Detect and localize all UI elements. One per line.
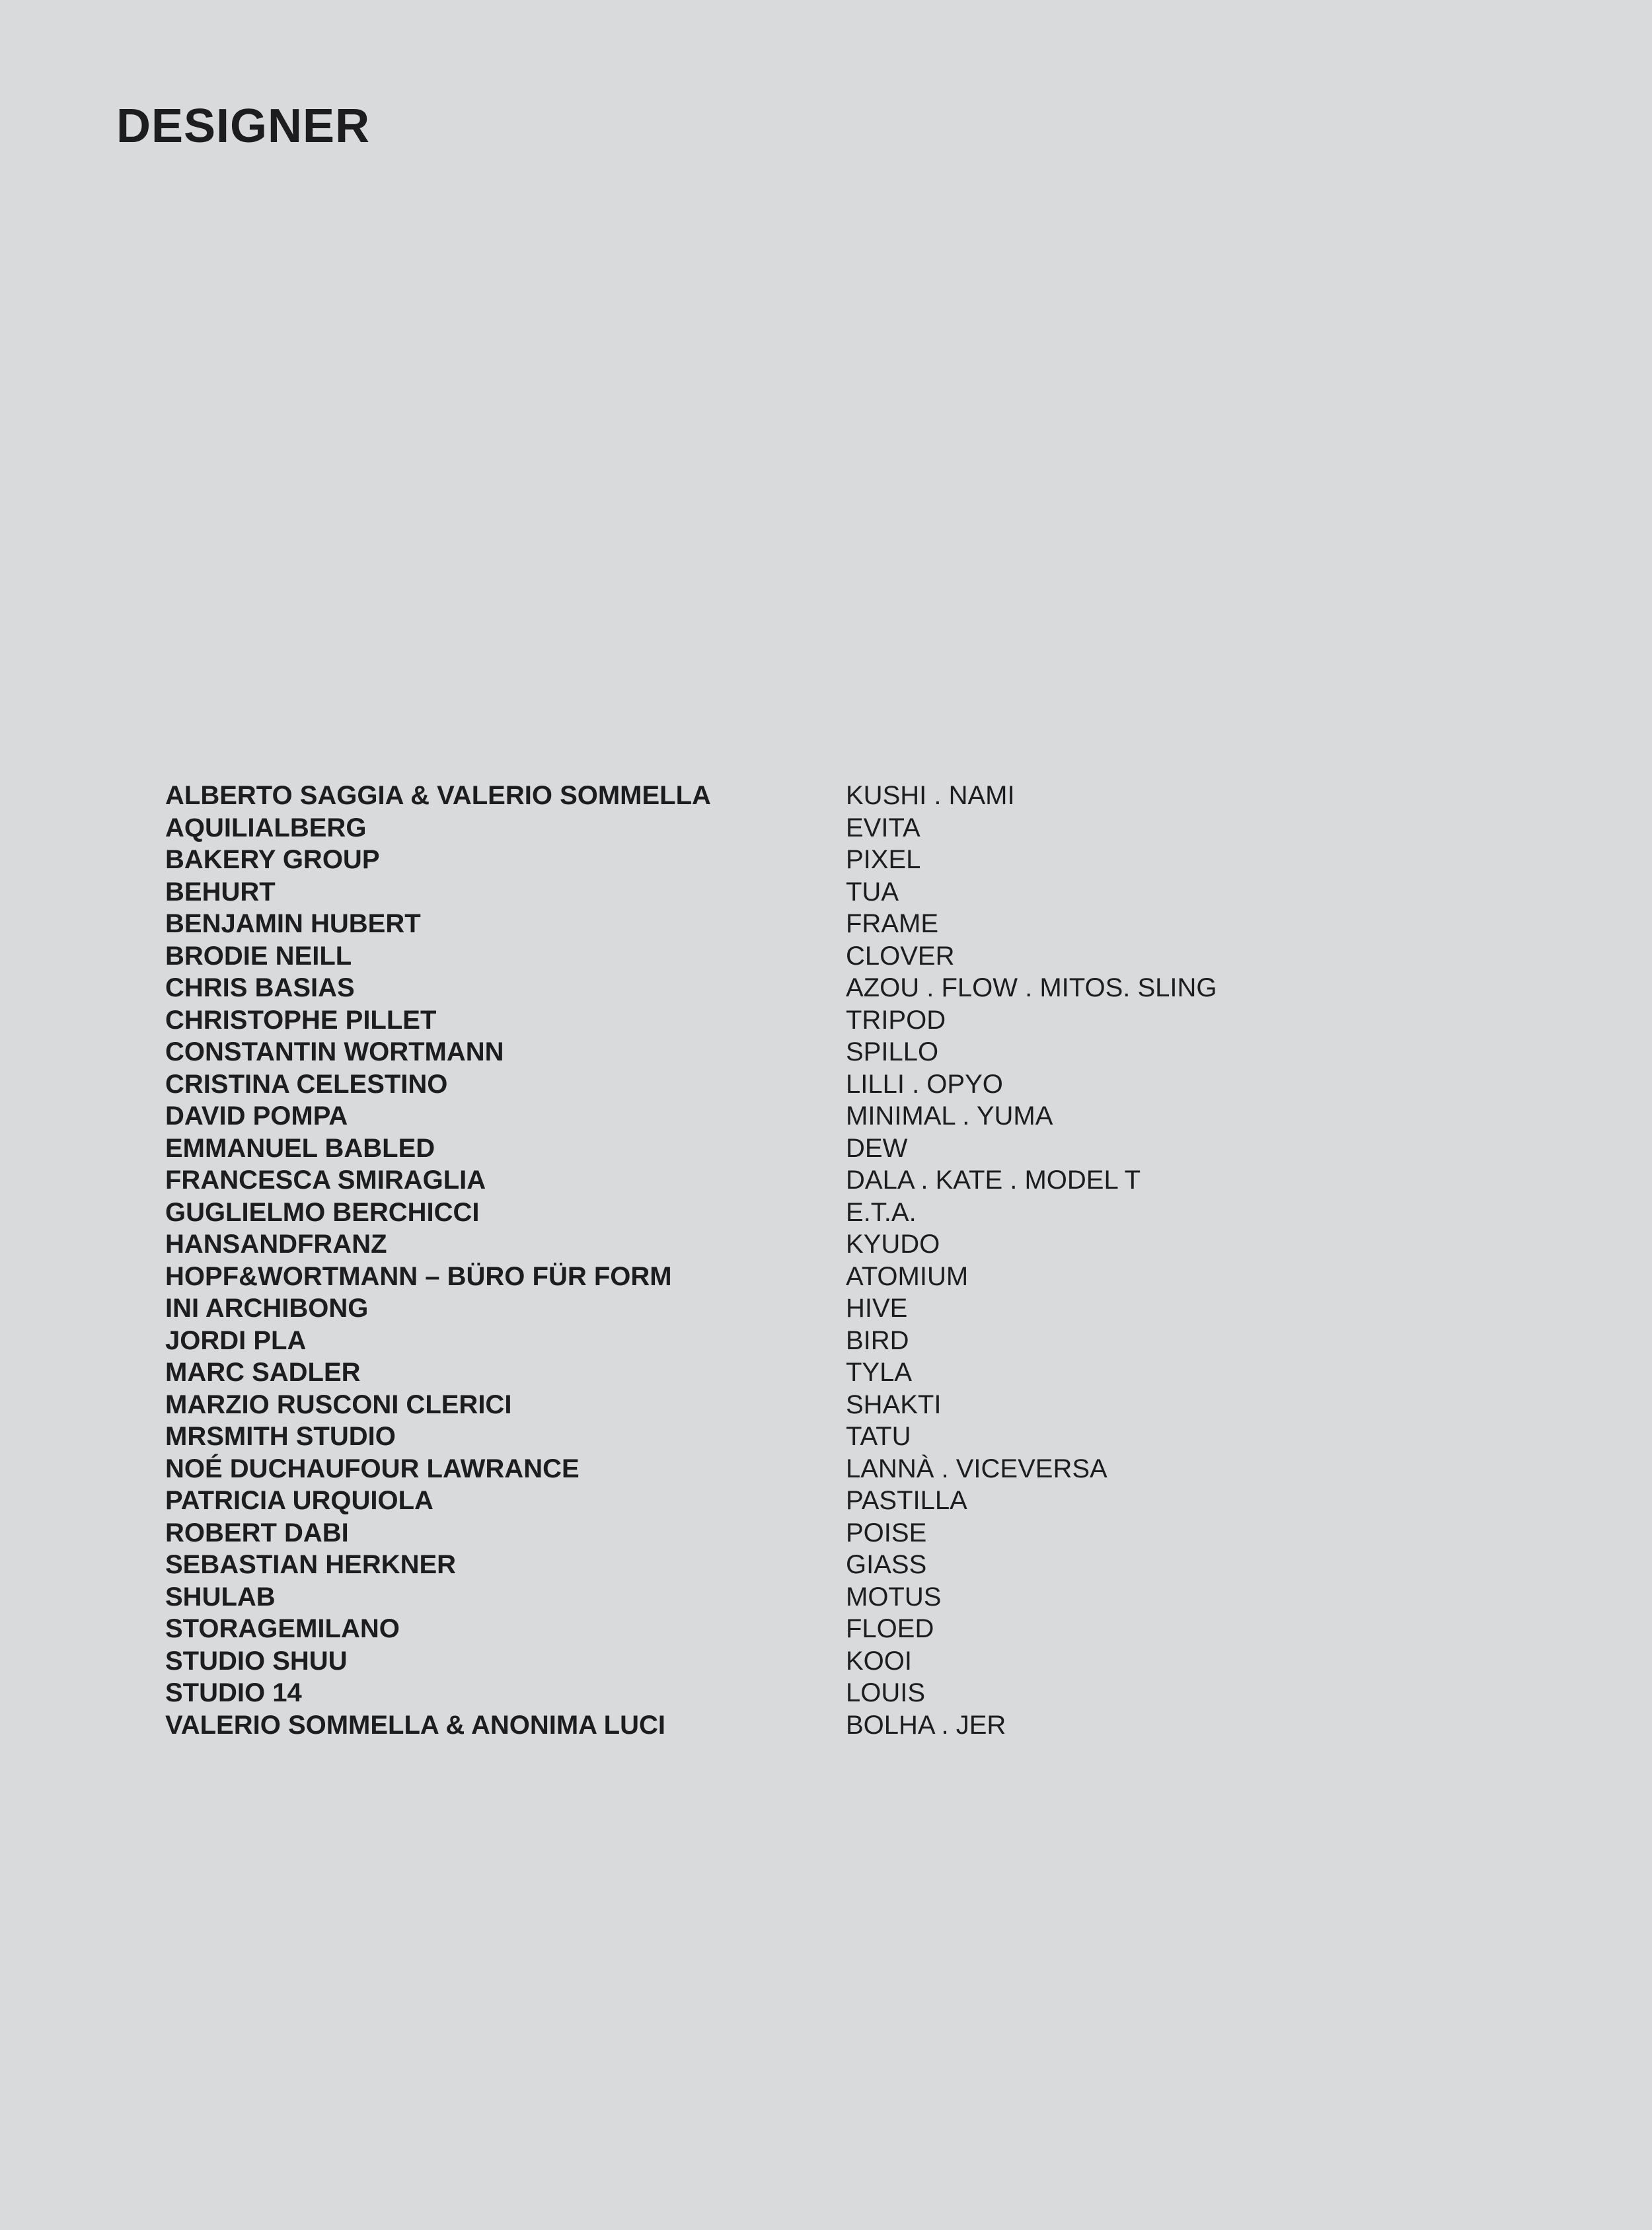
designer-products: E.T.A.	[846, 1197, 917, 1227]
designer-row	[165, 1581, 1520, 1614]
designer-name: CONSTANTIN WORTMANN	[165, 1037, 504, 1067]
designer-products: POISE	[846, 1518, 927, 1547]
designer-name: SHULAB	[165, 1582, 276, 1612]
designer-row	[165, 1100, 1520, 1133]
designer-products: EVITA	[846, 813, 920, 842]
designer-name: VALERIO SOMMELLA & ANONIMA LUCI	[165, 1710, 665, 1740]
designer-row	[165, 940, 1520, 973]
designer-name: JORDI PLA	[165, 1325, 307, 1355]
designer-row	[165, 780, 1520, 812]
designer-row	[165, 1421, 1520, 1453]
designer-row	[165, 1197, 1520, 1229]
designer-name: CHRIS BASIAS	[165, 973, 355, 1003]
designer-row	[165, 876, 1520, 909]
designer-products: FLOED	[846, 1614, 934, 1644]
designer-products: HIVE	[846, 1294, 908, 1323]
designer-products: DEW	[846, 1133, 908, 1163]
designer-name: GUGLIELMO BERCHICCI	[165, 1197, 480, 1227]
designer-row	[165, 1517, 1520, 1549]
designer-row	[165, 1677, 1520, 1709]
designer-name: EMMANUEL BABLED	[165, 1133, 435, 1163]
designer-row	[165, 844, 1520, 876]
designer-products: CLOVER	[846, 941, 955, 971]
designer-name: AQUILIALBERG	[165, 813, 367, 842]
designer-products: SPILLO	[846, 1037, 939, 1067]
designer-row	[165, 1133, 1520, 1165]
designer-name: INI ARCHIBONG	[165, 1294, 369, 1323]
designer-name: DAVID POMPA	[165, 1101, 348, 1131]
designer-row	[165, 1645, 1520, 1678]
designer-row	[165, 1325, 1520, 1357]
designer-name: STUDIO SHUU	[165, 1646, 348, 1676]
designer-name: ROBERT DABI	[165, 1518, 349, 1547]
designer-row	[165, 1292, 1520, 1325]
page-title: DESIGNER	[116, 100, 371, 153]
designer-name: FRANCESCA SMIRAGLIA	[165, 1166, 486, 1195]
designer-products: BOLHA . JER	[846, 1710, 1006, 1740]
designer-row	[165, 1228, 1520, 1261]
designer-products: LOUIS	[846, 1678, 926, 1708]
designer-name: BRODIE NEILL	[165, 941, 352, 971]
designer-row	[165, 1261, 1520, 1293]
designer-products: TYLA	[846, 1358, 913, 1388]
designer-name: SEBASTIAN HERKNER	[165, 1550, 457, 1580]
designer-name: ALBERTO SAGGIA & VALERIO SOMMELLA	[165, 781, 711, 811]
designer-products: KOOI	[846, 1646, 913, 1676]
designer-products: SHAKTI	[846, 1390, 942, 1419]
designer-row	[165, 1709, 1520, 1742]
designer-products: GIASS	[846, 1550, 927, 1580]
designer-products: BIRD	[846, 1325, 909, 1355]
designer-products: PASTILLA	[846, 1486, 967, 1516]
designer-name: CHRISTOPHE PILLET	[165, 1005, 437, 1035]
designer-products: PIXEL	[846, 845, 921, 875]
designer-row	[165, 1357, 1520, 1389]
designer-row	[165, 1004, 1520, 1037]
designer-products: MOTUS	[846, 1582, 942, 1612]
designer-row	[165, 1036, 1520, 1068]
designer-name: BENJAMIN HUBERT	[165, 909, 421, 939]
designer-name: BEHURT	[165, 877, 276, 907]
designer-name: BAKERY GROUP	[165, 845, 380, 875]
designer-row	[165, 1613, 1520, 1645]
designer-products: KYUDO	[846, 1230, 940, 1259]
designer-products: FRAME	[846, 909, 938, 939]
designer-products: AZOU . FLOW . MITOS. SLING	[846, 973, 1217, 1003]
designer-row	[165, 908, 1520, 940]
designer-row	[165, 1453, 1520, 1485]
designer-row	[165, 1389, 1520, 1421]
designer-products: LILLI . OPYO	[846, 1069, 1003, 1099]
designer-products: TUA	[846, 877, 899, 907]
designer-row	[165, 1068, 1520, 1101]
designer-row	[165, 1549, 1520, 1581]
designer-products: ATOMIUM	[846, 1261, 969, 1291]
designer-name: PATRICIA URQUIOLA	[165, 1486, 433, 1516]
designer-name: HANSANDFRANZ	[165, 1230, 387, 1259]
designer-name: NOÉ DUCHAUFOUR LAWRANCE	[165, 1454, 580, 1483]
designer-row	[165, 972, 1520, 1004]
designer-name: STORAGEMILANO	[165, 1614, 400, 1644]
designer-name: MARZIO RUSCONI CLERICI	[165, 1390, 512, 1419]
designer-row	[165, 812, 1520, 844]
designer-name: STUDIO 14	[165, 1678, 302, 1708]
designer-products: TRIPOD	[846, 1005, 946, 1035]
designer-name: MRSMITH STUDIO	[165, 1422, 396, 1452]
designer-row	[165, 1164, 1520, 1197]
designer-products: KUSHI . NAMI	[846, 781, 1015, 811]
designer-products: DALA . KATE . MODEL T	[846, 1166, 1141, 1195]
designer-products: MINIMAL . YUMA	[846, 1101, 1053, 1131]
designer-row	[165, 1485, 1520, 1517]
designer-products: TATU	[846, 1422, 911, 1452]
designer-name: HOPF&WORTMANN – BÜRO FÜR FORM	[165, 1261, 672, 1291]
designer-name: MARC SADLER	[165, 1358, 361, 1388]
designer-name: CRISTINA CELESTINO	[165, 1069, 448, 1099]
designer-list	[165, 780, 1520, 1741]
designer-products: LANNÀ . VICEVERSA	[846, 1454, 1108, 1483]
